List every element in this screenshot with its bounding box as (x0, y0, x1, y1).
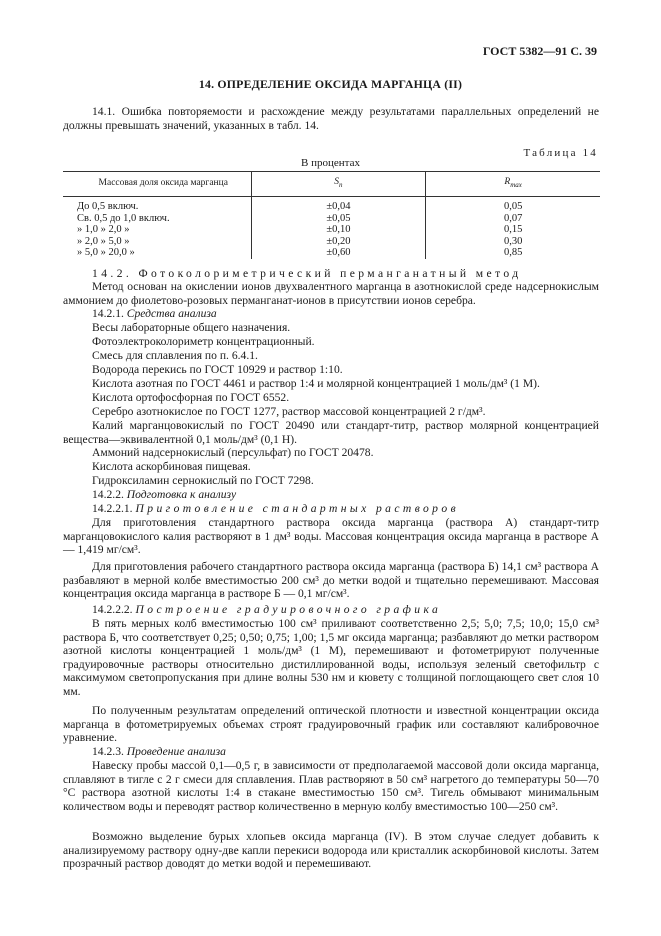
list-item: Кислота ортофосфорная по ГОСТ 6552. (92, 391, 290, 404)
cell-range: » 5,0 » 20,0 » (77, 247, 135, 259)
table-subcaption: В процентах (301, 157, 360, 169)
table-row (63, 247, 600, 259)
subsection-14-2-2-1: 14.2.2.1. Приготовление стандартных растворов (92, 502, 460, 515)
table-row (63, 224, 600, 236)
paragraph-kalii: Калий марганцовокислый по ГОСТ 20490 или стандарт-титр, раствор молярной концентрацией вещества—эквивалентной 0,1 моль/дм³ (0,1 Н). (63, 419, 599, 446)
page-header: ГОСТ 5382—91 С. 39 (482, 44, 597, 58)
table-14 (63, 171, 600, 259)
paragraph-analysis: Навеску пробы массой 0,1—0,5 г, в зависимости от предполагаемой массовой доли оксида марганца, сплавляют в тигле с 2 г смеси для сплавления. Плав растворяют в 50 см³ нагретого до температуры 50—70 °С раствора азотной кислоты 1:4 в стакане вместимостью 150 см³. Тигель обмывают минимальным количеством воды и переводят раствор количественно в мерную колбу вместимостью 100—250 см³. (63, 759, 599, 813)
cell-range: До 0,5 включ. (77, 201, 139, 212)
paragraph-grad2: По полученным результатам определений оптической плотности и известной концентрации оксида марганца в фотометрируемых объемах строят градуировочный график или составляют калибровочное уравнение. (63, 704, 599, 744)
cell-range: » 1,0 » 2,0 » (77, 224, 130, 236)
cell-s: ±0,60 (251, 247, 426, 259)
list-item: Кислота азотная по ГОСТ 4461 и раствор 1:4 и молярной концентрацией 1 моль/дм³ (1 М). (92, 377, 540, 390)
cell-r: 0,07 (426, 213, 600, 225)
cell-range: » 2,0 » 5,0 » (77, 235, 130, 247)
list-item: Гидроксиламин сернокислый по ГОСТ 7298. (92, 474, 314, 487)
cell-s: ±0,05 (251, 213, 426, 225)
col-header-r: $R_{max}$ (426, 172, 600, 197)
list-item: Смесь для сплавления по п. 6.4.1. (92, 349, 258, 362)
list-item: Аммоний надсернокислый (персульфат) по ГОСТ 20478. (92, 446, 374, 459)
list-item: Фотоэлектроколориметр концентрационный. (92, 335, 315, 348)
table-row (63, 236, 600, 248)
col-header-s: $S_n$ (251, 172, 426, 197)
list-item: Весы лабораторные общего назначения. (92, 321, 291, 334)
section-title: 14. ОПРЕДЕЛЕНИЕ ОКСИДА МАРГАНЦА (II) (198, 77, 463, 91)
method-title: 14.2. Фотоколориметрический перманганатный метод (92, 267, 522, 280)
paragraph-grad: В пять мерных колб вместимостью 100 см³ приливают соответственно 2,5; 5,0; 7,5; 10,0; 15,0 см³ раствора Б, что соответствует 0,25; 0,50; 0,75; 1,00; 1,5 мг оксида марганца; разбавляют до метки раствором азотной кислоты концентрацией 1 моль/дм³ (1 М), перемешивают и фотометрируют полученные градуировочные растворы относительно дистиллированной воды, используя зеленый светофильтр с максимумом светопропускания при длине волны 530 нм и кювету с толщиной поглощающего свет слоя 10 мм. (63, 617, 599, 698)
subsection-14-2-1: 14.2.1. Средства анализа (92, 307, 217, 320)
paragraph-std-a: Для приготовления стандартного раствора оксида марганца (раствора А) стандарт-титр марганцовокислого калия растворяют в 1 дм³ воды. Массовая концентрация оксида марганца в растворе А — 1,419 мг/см³. (63, 516, 599, 556)
paragraph-14-2: Метод основан на окислении ионов двухвалентного марганца в азотнокислой среде надсернокислым аммонием до фиолетово-розовых перманганат-ионов в присутствии ионов серебра. (63, 280, 599, 307)
cell-s: ±0,20 (251, 236, 426, 248)
list-item: Серебро азотнокислое по ГОСТ 1277, раствор массовой концентрацией 2 г/дм³. (92, 405, 486, 418)
table-caption: Таблица 14 (523, 147, 598, 159)
cell-range: Св. 0,5 до 1,0 включ. (77, 212, 170, 224)
cell-r: 0,30 (426, 236, 600, 248)
paragraph-std-b: Для приготовления рабочего стандартного раствора оксида марганца (раствора Б) 14,1 см³ раствора А разбавляют в мерной колбе вместимостью 200 см³ до метки водой и тщательно перемешивают. Массовая концентрация оксида марганца в растворе Б — 0,1 мг/см³. (63, 560, 599, 600)
table-row (63, 213, 600, 225)
list-item: Водорода перекись по ГОСТ 10929 и раствор 1:10. (92, 363, 343, 376)
cell-s: ±0,10 (251, 224, 426, 236)
cell-s: ±0,04 (251, 197, 426, 213)
subsection-14-2-2-2: 14.2.2.2. Построение градуировочного графика (92, 603, 442, 616)
col-header-mass: Массовая доля оксида марганца (63, 172, 251, 197)
paragraph-14-1: 14.1. Ошибка повторяемости и расхождение между результатами параллельных определений не должны превышать значений, указанных в табл. 14. (63, 105, 599, 132)
cell-r: 0,05 (426, 197, 600, 213)
subsection-14-2-2: 14.2.2. Подготовка к анализу (92, 488, 237, 501)
table-header-row (63, 172, 600, 197)
table-row (63, 197, 600, 213)
cell-r: 0,15 (426, 224, 600, 236)
list-item: Кислота аскорбиновая пищевая. (92, 460, 251, 473)
cell-r: 0,85 (426, 247, 600, 259)
subsection-14-2-3: 14.2.3. Проведение анализа (92, 745, 226, 758)
paragraph-mn-iv: Возможно выделение бурых хлопьев оксида марганца (IV). В этом случае следует добавить к анализируемому раствору одну-две капли перекиси водорода или кристаллик аскорбиновой кислоты. Затем прозрачный раствор доводят до метки водой и перемешивают. (63, 830, 599, 870)
